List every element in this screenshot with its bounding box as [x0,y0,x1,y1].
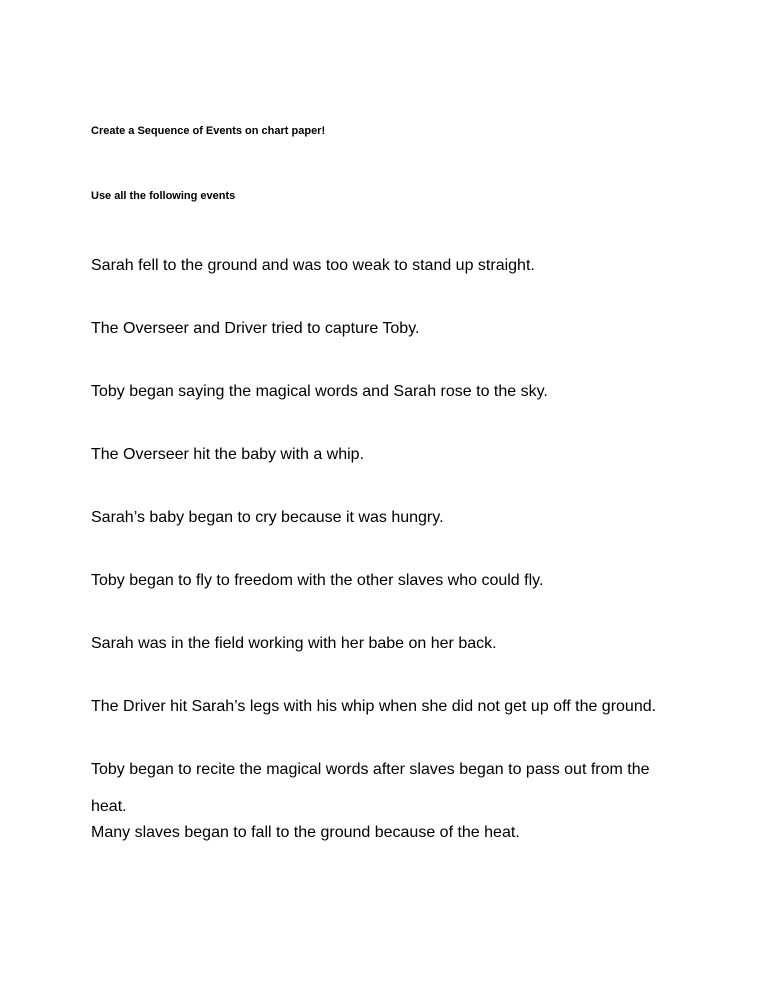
event-item: The Overseer and Driver tried to capture Toby. [91,320,420,337]
event-item: Sarah fell to the ground and was too weak to stand up straight. [91,257,535,274]
event-item: Sarah was in the field working with her babe on her back. [91,635,497,652]
sub-heading: Use all the following events [91,190,236,202]
event-item: The Driver hit Sarah’s legs with his whip when she did not get up off the ground. [91,698,657,715]
event-item: Toby began to fly to freedom with the other slaves who could fly. [91,572,544,589]
event-item: Many slaves began to fall to the ground because of the heat. [91,824,520,841]
instruction-heading: Create a Sequence of Events on chart paper! [91,125,326,137]
event-item: Sarah’s baby began to cry because it was hungry. [91,509,444,526]
event-item: Toby began saying the magical words and Sarah rose to the sky. [91,383,548,400]
event-item: The Overseer hit the baby with a whip. [91,446,365,463]
event-item: Toby began to recite the magical words after slaves began to pass out from the heat. [91,761,650,815]
